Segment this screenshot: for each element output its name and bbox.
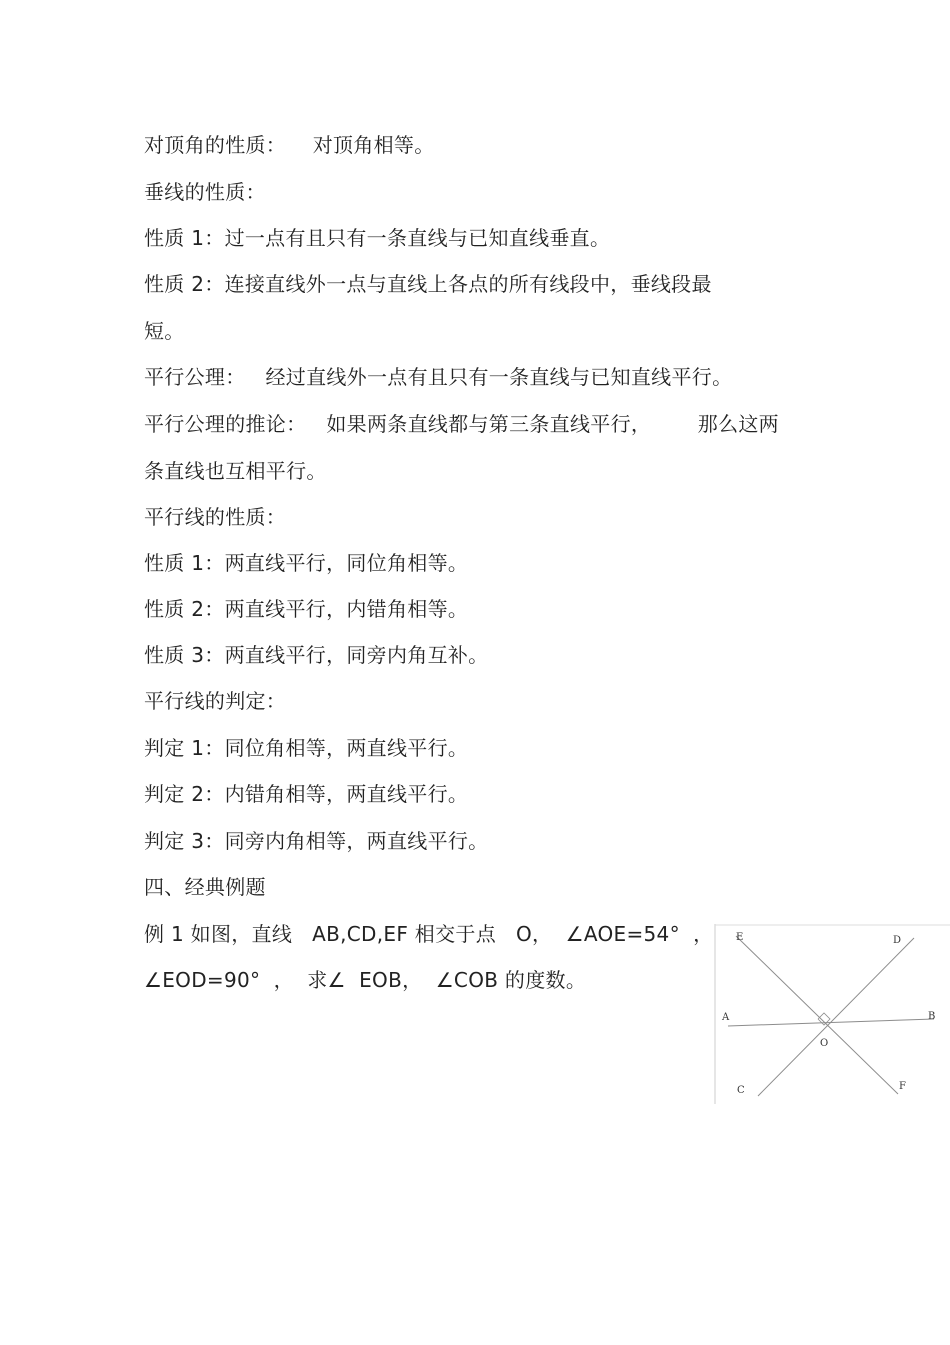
line-cd [758,938,914,1096]
text-line-parallel-criterion-1: 判定 1：同位角相等，两直线平行。 [144,736,469,760]
text-line-parallel-corollary: 平行公理的推论： 如果两条直线都与第三条直线平行， 那么这两 [144,412,779,436]
text-line-parallel-criterion-2: 判定 2：内错角相等，两直线平行。 [144,782,469,806]
text-line-vertical-angles: 对顶角的性质： 对顶角相等。 [144,133,435,157]
label-e: E [736,932,744,943]
text-line-perpendicular-heading: 垂线的性质： [144,180,266,204]
geometry-figure [714,924,950,1104]
text-line-parallel-corollary-cont: 条直线也互相平行。 [144,459,327,483]
label-a: A [722,1012,730,1023]
text-line-perpendicular-property-1: 性质 1：过一点有且只有一条直线与已知直线垂直。 [144,226,611,250]
label-d: D [893,935,902,946]
text-line-example-1-cont: ∠EOD=90° ， 求∠ EOB， ∠COB 的度数。 [144,968,587,992]
intersecting-lines-diagram [714,924,950,1104]
text-line-parallel-property-1: 性质 1：两直线平行，同位角相等。 [144,551,469,575]
text-line-perpendicular-property-2: 性质 2：连接直线外一点与直线上各点的所有线段中，垂线段最 [144,272,712,296]
label-b: B [928,1011,936,1022]
text-line-perpendicular-property-2-cont: 短。 [144,319,185,343]
text-line-parallel-property-2: 性质 2：两直线平行，内错角相等。 [144,597,469,621]
line-ab [728,1019,934,1026]
label-o: O [820,1038,829,1049]
text-line-parallel-property-3: 性质 3：两直线平行，同旁内角互补。 [144,643,489,667]
line-ef [736,936,898,1094]
label-c: C [737,1085,745,1096]
text-line-parallel-criteria-heading: 平行线的判定： [144,689,287,713]
text-line-example-1: 例 1 如图，直线 AB,CD,EF 相交于点 O， ∠AOE=54° ， [144,922,714,946]
label-f: F [899,1081,906,1092]
section-heading-examples: 四、经典例题 [144,875,266,899]
text-line-parallel-criterion-3: 判定 3：同旁内角相等，两直线平行。 [144,829,489,853]
text-line-parallel-axiom: 平行公理： 经过直线外一点有且只有一条直线与已知直线平行。 [144,365,733,389]
text-line-parallel-properties-heading: 平行线的性质： [144,505,287,529]
